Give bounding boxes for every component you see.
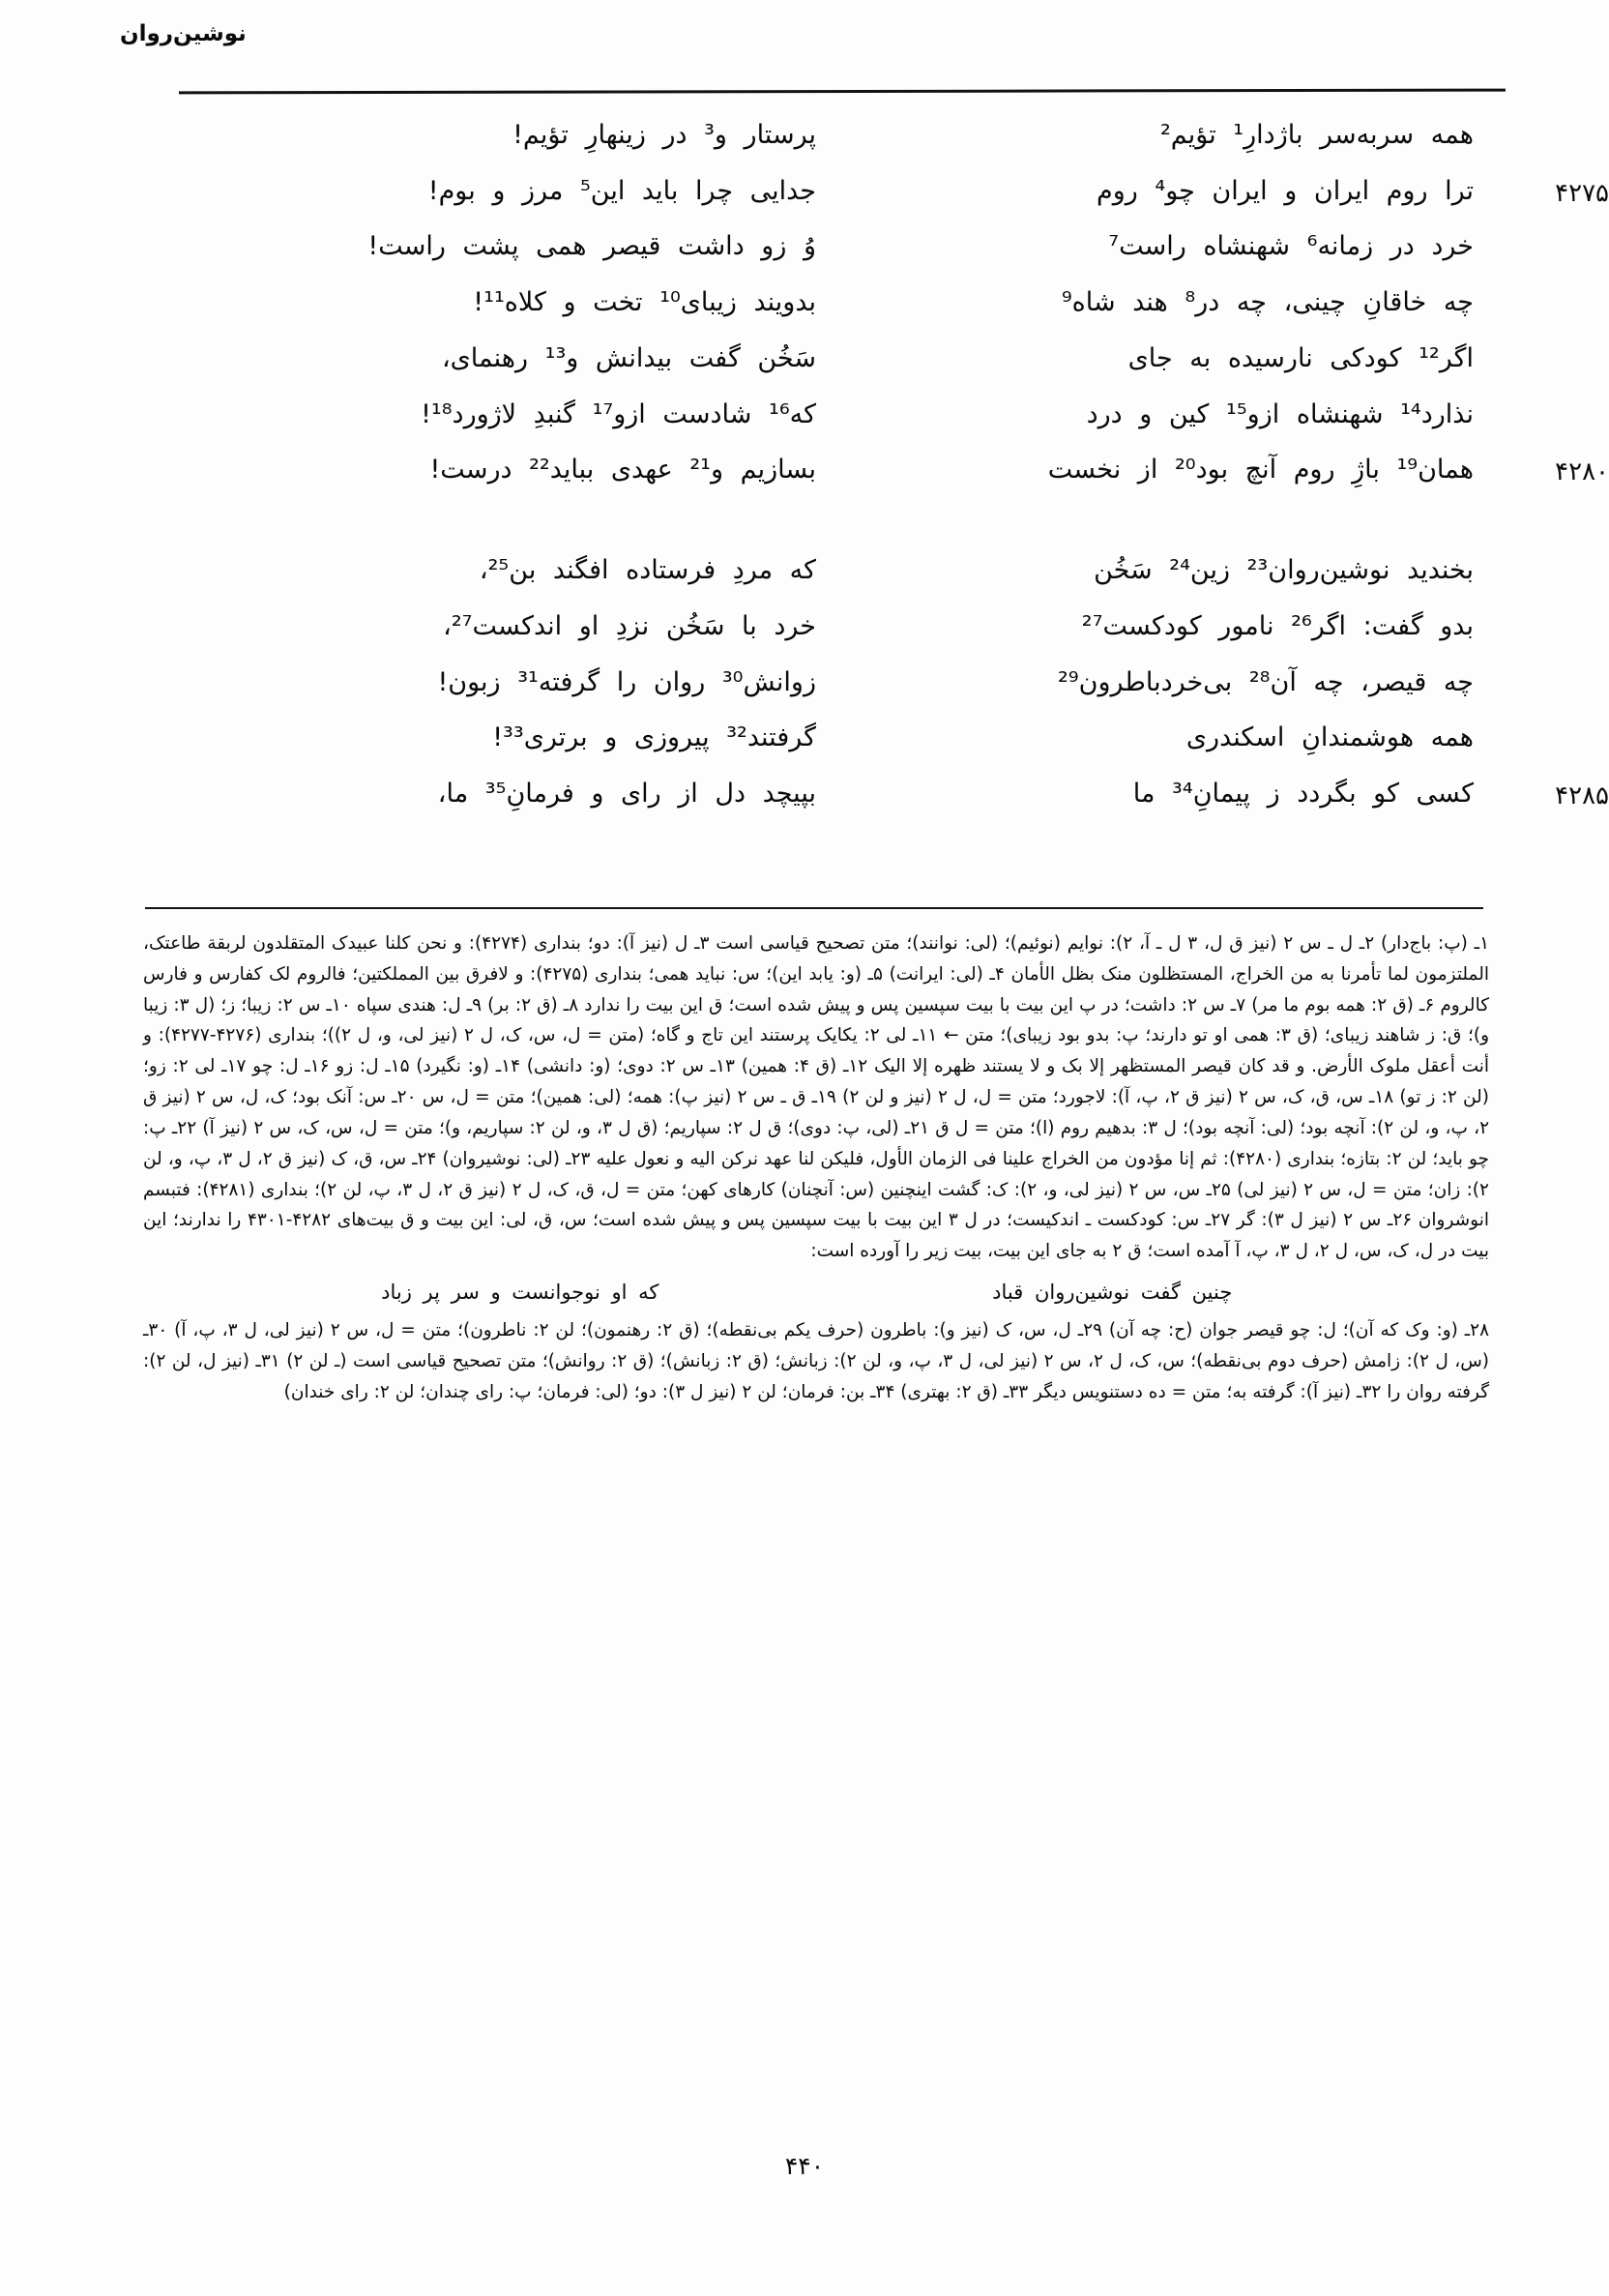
hemistich-right (841, 225, 1508, 268)
hemistich-right (841, 170, 1609, 213)
hemistich-text: اگر¹² کودکی نارسیده به جای (1127, 342, 1474, 373)
header-divider-rule (179, 89, 1506, 95)
hemistich-text: گرفتند³² پیروزی و برتری³³! (492, 722, 816, 753)
inset-hemistich-right: چنین گفت نوشین‌روان قباد (992, 1280, 1233, 1304)
apparatus-paragraph: ۱ـ (پ: باج‌دار) ۲ـ ل ـ س ۲ (نیز ق ل، ۳ ل ـ آ، ۲): نوایم (نوئیم)؛ (لی: نوانند)؛ متن تصحیح قیاسی است ۳ـ ل (نیز آ): دو؛ بنداری (۴۲۷۴): و نحن کلنا عبیدک المتقلدون لربقة طاعتک، الملتزمون لما تأمرنا به من الخراج، المستظلون منک بظل الأمان ۴ـ (لی: ایرانت) ۵ـ (و: یابد این)؛ س: نباید همی؛ بنداری (۴۲۷۵): و لافرق بین المملکتین؛ فالروم لک کفارس و فارس کالروم ۶ـ (ق ۲: همه بوم ما مر) ۷ـ س ۲: داشت؛ در پ این بیت با بیت سپسین پس و پیش شده است؛ ق این بیت را ندارد ۸ـ (ق ۲: بر) ۹ـ ل: هندی سپاه ۱۰ـ س ۲: زیبا؛ ز؛ (ل ۳: زیبا و)؛ ق: ز شاهند زیبای؛ (ق ۳: همی او تو دارند؛ پ: بدو بود زیبای)؛ متن ← ۱۱ـ لی ۲: یکایک پرستند این تاج و گاه؛ (متن = ل، س، ک، ل ۲ (نیز لی، و، ل ۲))؛ بنداری (۴۲۷۶-۴۲۷۷): و أنت أعقل ملوک الأرض. و قد کان قیصر المستظهر إلا بک و لا یستند ظهره إلا الیک ۱۲ـ (ق ۴: همین) ۱۳ـ س ۲: دوی؛ (و: دانشی) ۱۴ـ (و: نگیرد) ۱۵ـ ل: زو ۱۶ـ ل: چو ۱۷ـ لی ۲: زو؛ (لن ۲: ز تو) ۱۸ـ س، ق، ک، س ۲ (نیز ق ۲، پ، آ): لاجورد؛ متن = ل، ل ۲ (نیز و لن ۲) ۱۹ـ ق ـ س ۲ (نیز پ): همه؛ (لی: همین)؛ متن = ل، س ۲۰ـ س: آنک بود؛ ک، ل، س ۲ (نیز ق ۲، پ، و، لن ۲): آنچه بود؛ (لی: آنچه بود)؛ ل ۳: بدهیم روم (ا)؛ متن = ل ق ۲۱ـ (لی، پ: دوی)؛ ق ل ۲: سپاریم؛ (ق ل ۳، و، لن ۲: سپاریم، و)؛ متن = ل، س، ک، س ۲ (نیز آ) ۲۲ـ پ: چو باید؛ لن ۲: بتازه؛ بنداری (۴۲۸۰): ثم إنا مؤدون من الخراج علینا فی الزمان الأول، فلیکن لنا عهد نرکن الیه و نعول علیه ۲۳ـ (لی: نوشیروان) ۲۴ـ س، ق، ک (نیز ق ۲، ل ۳، پ، و، لن ۲): زان؛ متن = ل، س ۲ (نیز لی) ۲۵ـ س، س ۲ (نیز لی، و، ۲): ک: گشت اینچنین (س: آنچنان) کارهای کهن؛ متن = ل، ق، ک، ل ۲ (نیز ق ۲، ل ۳، پ، لن ۲)؛ بنداری (۴۲۸۱): فتبسم انوشروان ۲۶ـ س ۲ (نیز ل ۳): گر ۲۷ـ س: کودکست ـ اندکیست؛ در ل ۳ این بیت با بیت سپسین پس و پیش شده است؛ س، ق، لی: این بیت و ق بیت‌های ۴۲۸۲-۴۳۰۱ را ندارند؛ این بیت در ل، ک، س، ل ۲، ل ۳، پ، آ آمده است؛ ق ۲ به جای این بیت، بیت زیر را آورده است: (143, 933, 1490, 1262)
hemistich-text: خرد در زمانه⁶ شهنشاه راست⁷ (1108, 231, 1474, 262)
verse-line (174, 170, 1609, 213)
hemistich-text: چه خاقانِ چینی، چه در⁸ هند شاه⁹ (1061, 287, 1474, 318)
hemistich-left (174, 281, 841, 324)
hemistich-right (841, 717, 1508, 759)
verse-line (174, 549, 1508, 592)
verse-line (174, 662, 1508, 704)
hemistich-left (174, 717, 841, 759)
hemistich-left (174, 338, 841, 380)
hemistich-text: همه سربه‌سر باژدارِ¹ تؤیم² (1159, 120, 1474, 150)
verse-line (174, 605, 1508, 648)
verse-line (174, 449, 1609, 491)
hemistich-text: ترا روم ایران و ایران چو⁴ روم (1096, 175, 1474, 206)
verse-number: ۴۲۸۰ (1555, 457, 1609, 487)
hemistich-text: بدو گفت: اگر²⁶ نامور کودکست²⁷ (1081, 610, 1474, 641)
hemistich-text: خرد با سَخُن نزدِ او اندکست²⁷، (443, 610, 816, 641)
hemistich-right (841, 605, 1508, 648)
inset-hemistich-left: که او نوجوانست و سر پر زباد (381, 1280, 659, 1304)
hemistich-right (841, 338, 1508, 380)
verse-line (174, 773, 1609, 815)
page-number: ۴۴۰ (784, 2152, 825, 2180)
hemistich-right (841, 449, 1609, 491)
verse-line (174, 394, 1508, 436)
critical-apparatus (143, 928, 1489, 1407)
verse-line (174, 717, 1508, 759)
hemistich-left (174, 225, 841, 268)
hemistich-text: که مردِ فرستاده افگند بن²⁵، (479, 555, 816, 586)
verse-line (174, 114, 1508, 157)
hemistich-left (174, 170, 841, 213)
hemistich-left (174, 605, 841, 648)
hemistich-text: که¹⁶ شادست ازو¹⁷ گنبدِ لاژورد¹⁸! (421, 398, 816, 429)
running-head-title: نوشین‌روان (120, 21, 247, 46)
hemistich-text: جدایی چرا باید این⁵ مرز و بوم! (427, 175, 816, 206)
hemistich-text: بپیچد دل از رای و فرمانِ³⁵ ما، (437, 779, 816, 809)
hemistich-right (841, 773, 1609, 815)
hemistich-text: بسازیم و²¹ عهدی بباید²² درست! (429, 455, 816, 486)
verse-number: ۴۲۸۵ (1555, 781, 1609, 811)
hemistich-text: زوانش³⁰ روان را گرفته³¹ زبون! (437, 666, 816, 697)
hemistich-left (174, 114, 841, 157)
hemistich-text: همان¹⁹ باژِ روم آنچ بود²⁰ از نخست (1047, 455, 1474, 486)
hemistich-right (841, 114, 1508, 157)
hemistich-text: همه هوشمندانِ اسکندری (1185, 722, 1474, 753)
hemistich-text: نذارد¹⁴ شهنشاه ازو¹⁵ کین و درد (1086, 398, 1474, 429)
hemistich-right (841, 662, 1508, 704)
hemistich-text: پرستار و³ در زینهارِ تؤیم! (512, 120, 816, 150)
hemistich-text: بخندید نوشین‌روان²³ زین²⁴ سَخُن (1094, 555, 1474, 586)
verse-line (174, 281, 1508, 324)
hemistich-text: وُ زو داشت قیصر همی پشت راست! (367, 231, 816, 262)
hemistich-right (841, 549, 1508, 592)
stanza-second (174, 549, 1609, 815)
hemistich-text: کسی کو بگردد ز پیمانِ³⁴ ما (1132, 779, 1474, 809)
hemistich-left (174, 773, 841, 815)
verse-number: ۴۲۷۵ (1555, 178, 1609, 208)
hemistich-left (174, 662, 841, 704)
verse-line (174, 338, 1508, 380)
hemistich-right (841, 394, 1508, 436)
apparatus-paragraph: ۲۸ـ (و: وک که آن)؛ ل: چو قیصر جوان (ح: چه آن) ۲۹ـ ل، س، ک (نیز و): باطرون (حرف یکم بی‌نقطه)؛ (ق ۲: رهنمون)؛ لن ۲: ناطرون)؛ متن = ل، س ۲ (نیز لی، ل ۳، پ، آ) ۳۰ـ (س، ل ۲): زامش (حرف دوم بی‌نقطه)؛ س، ک، ل ۲، س ۲ (نیز لی، ل ۳، پ، و، لن ۲): زبانش؛ (ق ۲: زبانش)؛ (ق ۲: روانش)؛ متن تصحیح قیاسی است (ـ لن ۲) ۳۱ـ (نیز ل، لن ۲): گرفته روان را ۳۲ـ (نیز آ): گرفته به؛ متن = ده دستنویس دیگر ۳۳ـ (ق ۲: بهتری) ۳۴ـ بن: فرمان؛ لن ۲ (نیز ل ۳): دو؛ (لی: فرمان؛ پ: رای چندان؛ لن ۲: رای خندان) (143, 1320, 1490, 1402)
hemistich-text: چه قیصر، چه آن²⁸ بی‌خردباطرون²⁹ (1057, 666, 1474, 697)
inset-verse-couplet (143, 1275, 1489, 1310)
stanza-first (174, 114, 1609, 491)
hemistich-left (174, 394, 841, 436)
poetry-block (174, 114, 1609, 860)
apparatus-divider-rule (145, 907, 1483, 909)
hemistich-text: بدویند زیبای¹⁰ تخت و کلاه¹¹! (473, 287, 816, 318)
hemistich-left (174, 449, 841, 491)
hemistich-right (841, 281, 1508, 324)
verse-line (174, 225, 1508, 268)
running-head (120, 21, 1493, 46)
hemistich-left (174, 549, 841, 592)
hemistich-text: سَخُن گفت بیدانش و¹³ رهنمای، (441, 342, 816, 373)
